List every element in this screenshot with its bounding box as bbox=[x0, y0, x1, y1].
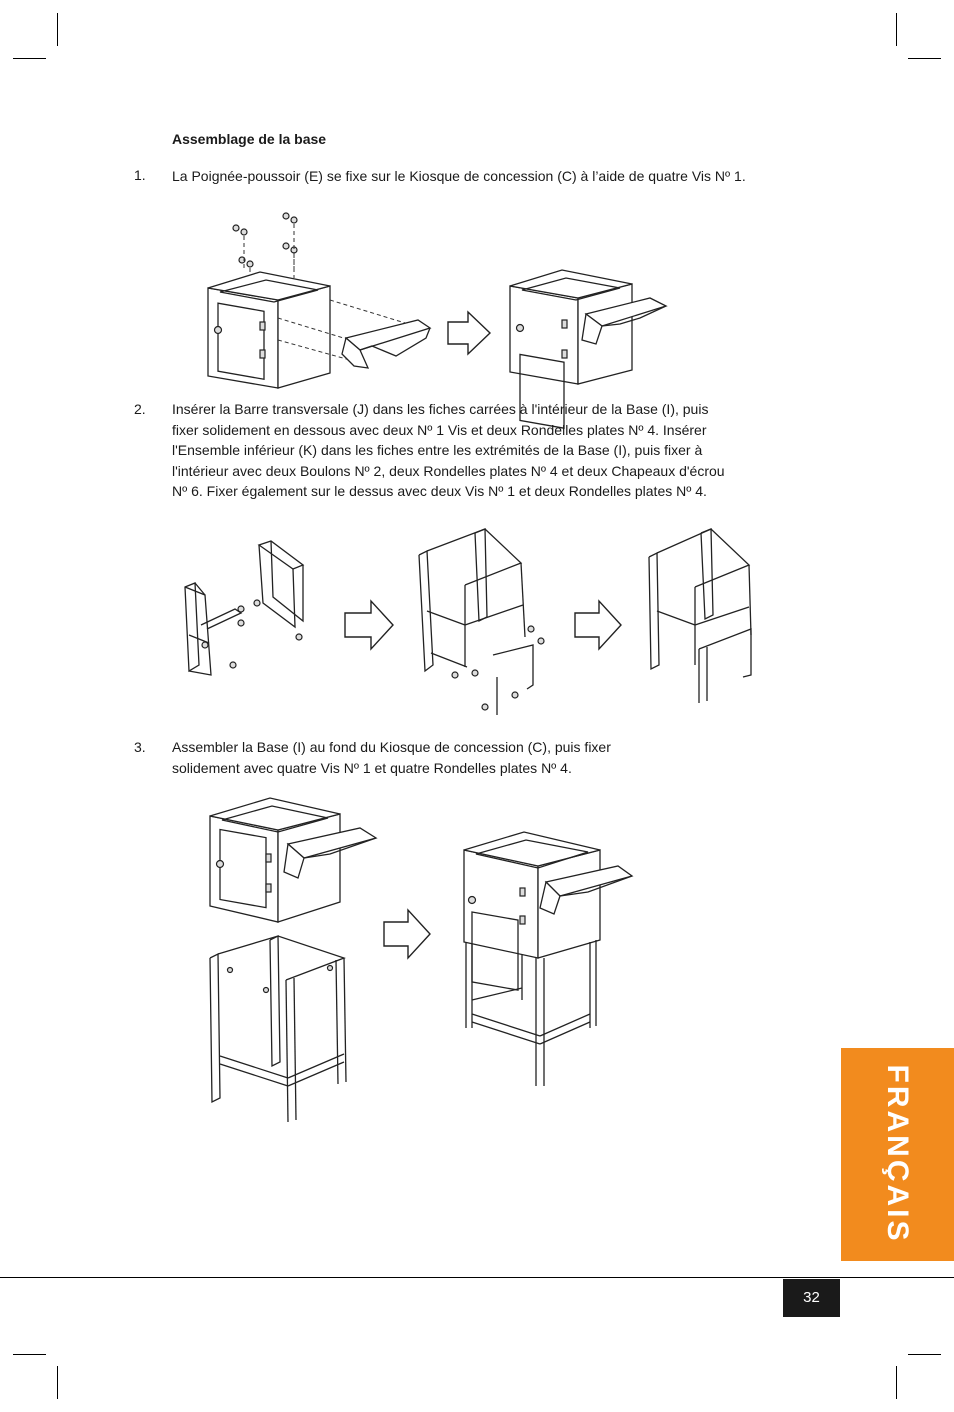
step-number: 3. bbox=[134, 739, 146, 755]
crop-mark bbox=[896, 13, 897, 46]
crop-mark bbox=[13, 58, 46, 59]
step-line: l'intérieur avec deux Boulons Nº 2, deux Rondelles plates Nº 4 et deux Chapeaux d'écrou bbox=[172, 462, 725, 479]
step-number: 1. bbox=[134, 167, 146, 183]
figure-kiosk-on-base bbox=[200, 792, 640, 1128]
step-3-text bbox=[172, 737, 611, 778]
section-heading: Assemblage de la base bbox=[172, 131, 327, 147]
figure-handle-assembly bbox=[200, 208, 680, 393]
figure-base-frame-assembly bbox=[175, 525, 775, 725]
step-line: solidement avec quatre Vis Nº 1 et quatre Rondelles plates Nº 4. bbox=[172, 759, 572, 776]
language-tab bbox=[841, 1048, 954, 1261]
step-line: Assembler la Base (I) au fond du Kiosque de concession (C), puis fixer bbox=[172, 739, 611, 755]
step-line: La Poignée-poussoir (E) se fixe sur le Kiosque de concession (C) à l’aide de quatre Vis Nº 1. bbox=[172, 168, 746, 184]
crop-mark bbox=[13, 1354, 46, 1355]
step-2-text bbox=[172, 399, 725, 502]
step-number: 2. bbox=[134, 401, 146, 417]
crop-mark bbox=[57, 1366, 58, 1399]
screw-icons bbox=[233, 213, 297, 267]
step-line: Insérer la Barre transversale (J) dans les fiches carrées à l'intérieur de la Base (I), puis bbox=[172, 401, 709, 417]
step-1-text bbox=[172, 166, 746, 187]
crop-mark bbox=[896, 1366, 897, 1399]
step-line: Nº 6. Fixer également sur le dessus avec deux Vis Nº 1 et deux Rondelles plates Nº 4. bbox=[172, 483, 707, 499]
crop-mark bbox=[908, 1354, 941, 1355]
step-line: l'Ensemble inférieur (K) dans les fiches entre les extrémités de la Base (I), puis fixer à bbox=[172, 442, 703, 458]
step-line: fixer solidement en dessous avec deux Nº 1 Vis et deux Rondelles plates Nº 4. Insérer bbox=[172, 421, 707, 438]
crop-mark bbox=[908, 58, 941, 59]
footer-rule bbox=[0, 1277, 954, 1278]
crop-mark bbox=[57, 13, 58, 46]
page-number: 32 bbox=[783, 1279, 840, 1317]
language-tab-label: FRANÇAIS bbox=[881, 1064, 914, 1244]
